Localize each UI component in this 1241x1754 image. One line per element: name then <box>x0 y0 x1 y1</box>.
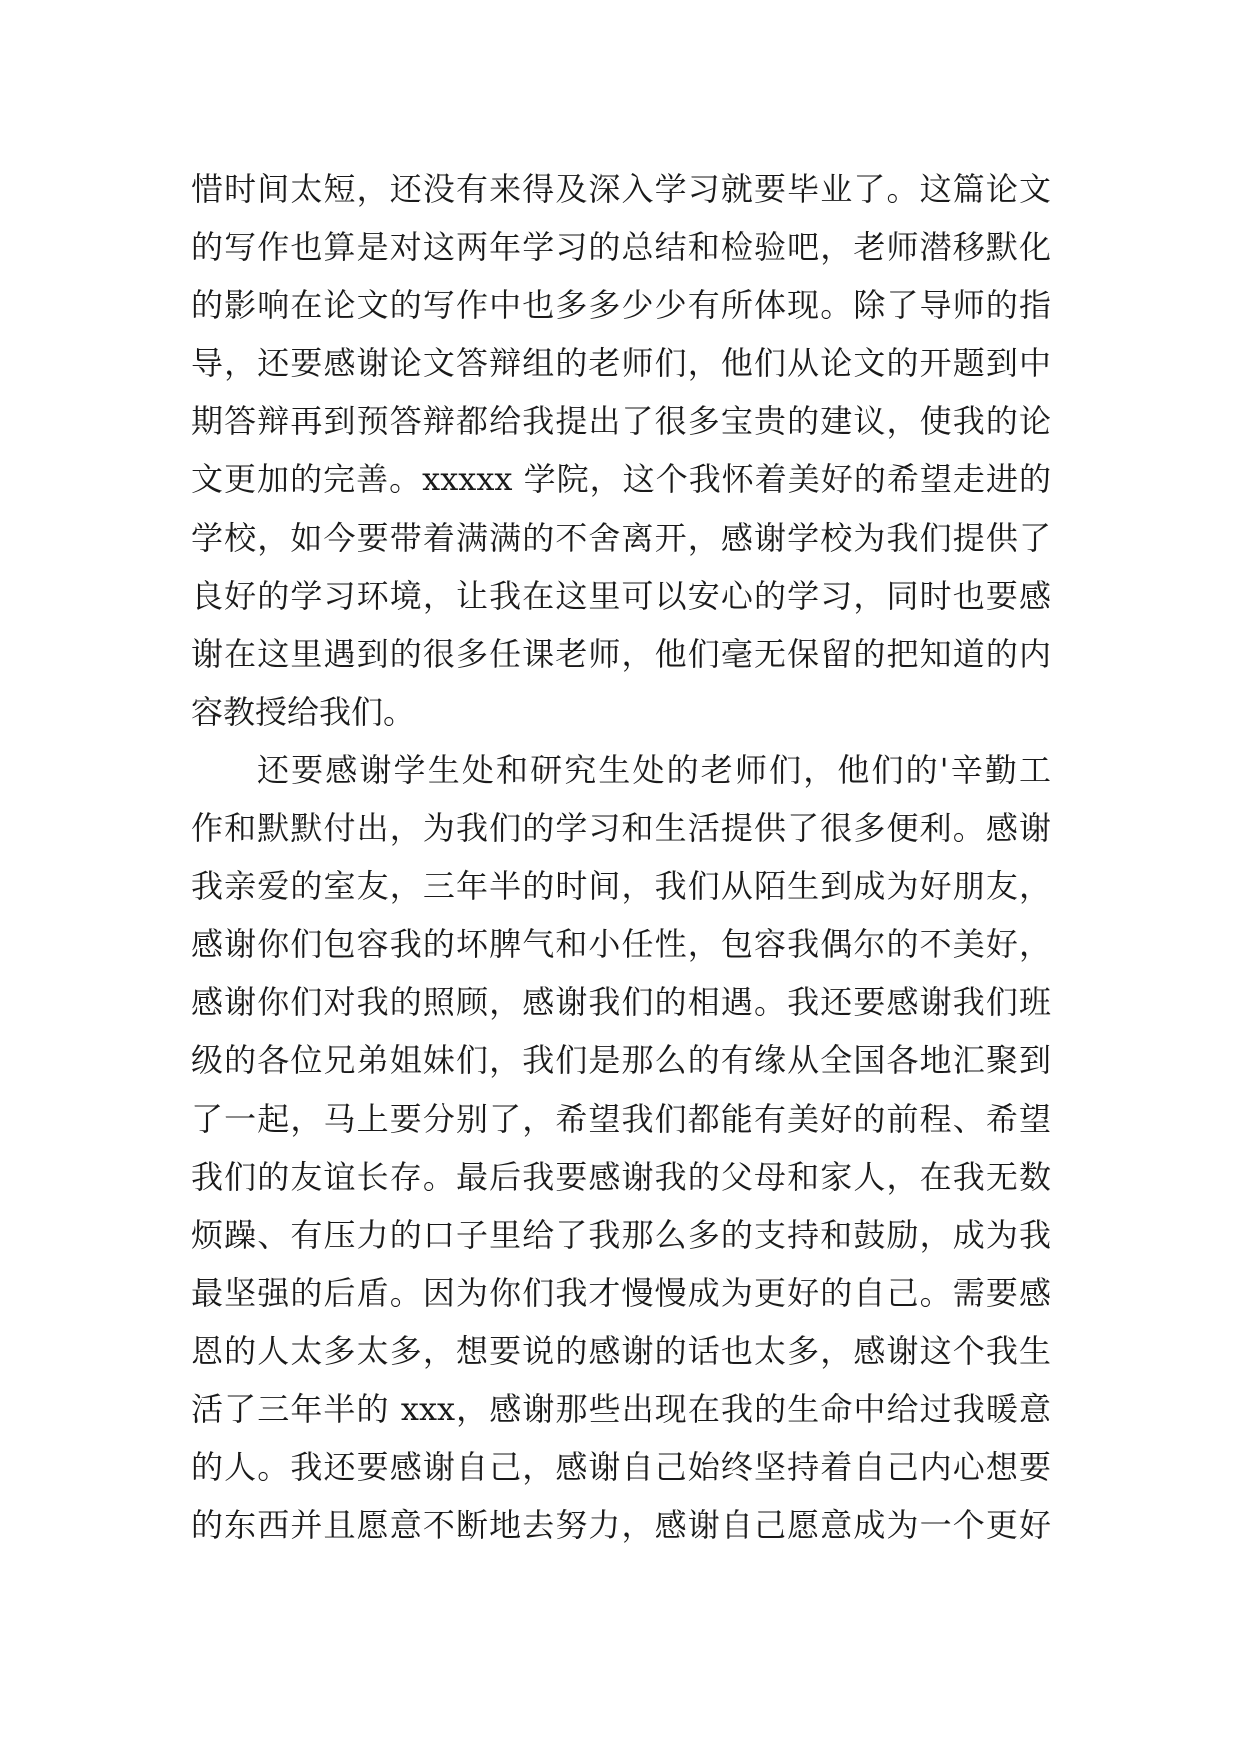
text-line: 惜时间太短，还没有来得及深入学习就要毕业了。这篇论文 <box>191 170 1051 208</box>
text-line: 谢在这里遇到的很多任课老师，他们毫无保留的把知道的内 <box>191 634 1051 673</box>
text-line: 的东西并且愿意不断地去努力，感谢自己愿意成为一个更好 <box>191 1506 1051 1545</box>
text-line: 了一起，马上要分别了，希望我们都能有美好的前程、希望 <box>191 1099 1051 1138</box>
text-line: 导，还要感谢论文答辩组的老师们，他们从论文的开题到中 <box>191 344 1051 383</box>
text-line: 最坚强的后盾。因为你们我才慢慢成为更好的自己。需要感 <box>191 1273 1051 1312</box>
text-line: 烦躁、有压力的口子里给了我那么多的支持和鼓励，成为我 <box>191 1215 1051 1254</box>
text-line: 的影响在论文的写作中也多多少少有所体现。除了导师的指 <box>191 286 1051 325</box>
body-text <box>191 160 1051 1554</box>
text-line: 感谢你们对我的照顾，感谢我们的相遇。我还要感谢我们班 <box>191 983 1051 1022</box>
text-line: 的写作也算是对这两年学习的总结和检验吧，老师潜移默化 <box>191 228 1051 267</box>
text-line: 级的各位兄弟姐妹们，我们是那么的有缘从全国各地汇聚到 <box>191 1041 1051 1080</box>
text-line: 作和默默付出，为我们的学习和生活提供了很多便利。感谢 <box>191 809 1051 848</box>
text-line: 我们的友谊长存。最后我要感谢我的父母和家人，在我无数 <box>191 1157 1051 1196</box>
text-line: 恩的人太多太多，想要说的感谢的话也太多，感谢这个我生 <box>191 1331 1051 1370</box>
paragraph-1 <box>191 160 1051 741</box>
text-line: 的人。我还要感谢自己，感谢自己始终坚持着自己内心想要 <box>191 1448 1051 1487</box>
text-line: 期答辩再到预答辩都给我提出了很多宝贵的建议，使我的论 <box>191 402 1051 441</box>
text-line: 文更加的完善。xxxxx 学院，这个我怀着美好的希望走进的 <box>191 460 1051 499</box>
text-line: 还要感谢学生处和研究生处的老师们，他们的'辛勤工 <box>257 750 1051 789</box>
text-line: 容教授给我们。 <box>191 692 416 731</box>
paragraph-2 <box>191 741 1051 1554</box>
text-line: 活了三年半的 xxx，感谢那些出现在我的生命中给过我暖意 <box>191 1389 1051 1428</box>
text-line: 我亲爱的室友，三年半的时间，我们从陌生到成为好朋友， <box>191 867 1051 906</box>
text-line: 学校，如今要带着满满的不舍离开，感谢学校为我们提供了 <box>191 518 1051 557</box>
text-line: 良好的学习环境，让我在这里可以安心的学习，同时也要感 <box>191 576 1051 615</box>
text-line: 感谢你们包容我的坏脾气和小任性，包容我偶尔的不美好， <box>191 925 1051 964</box>
